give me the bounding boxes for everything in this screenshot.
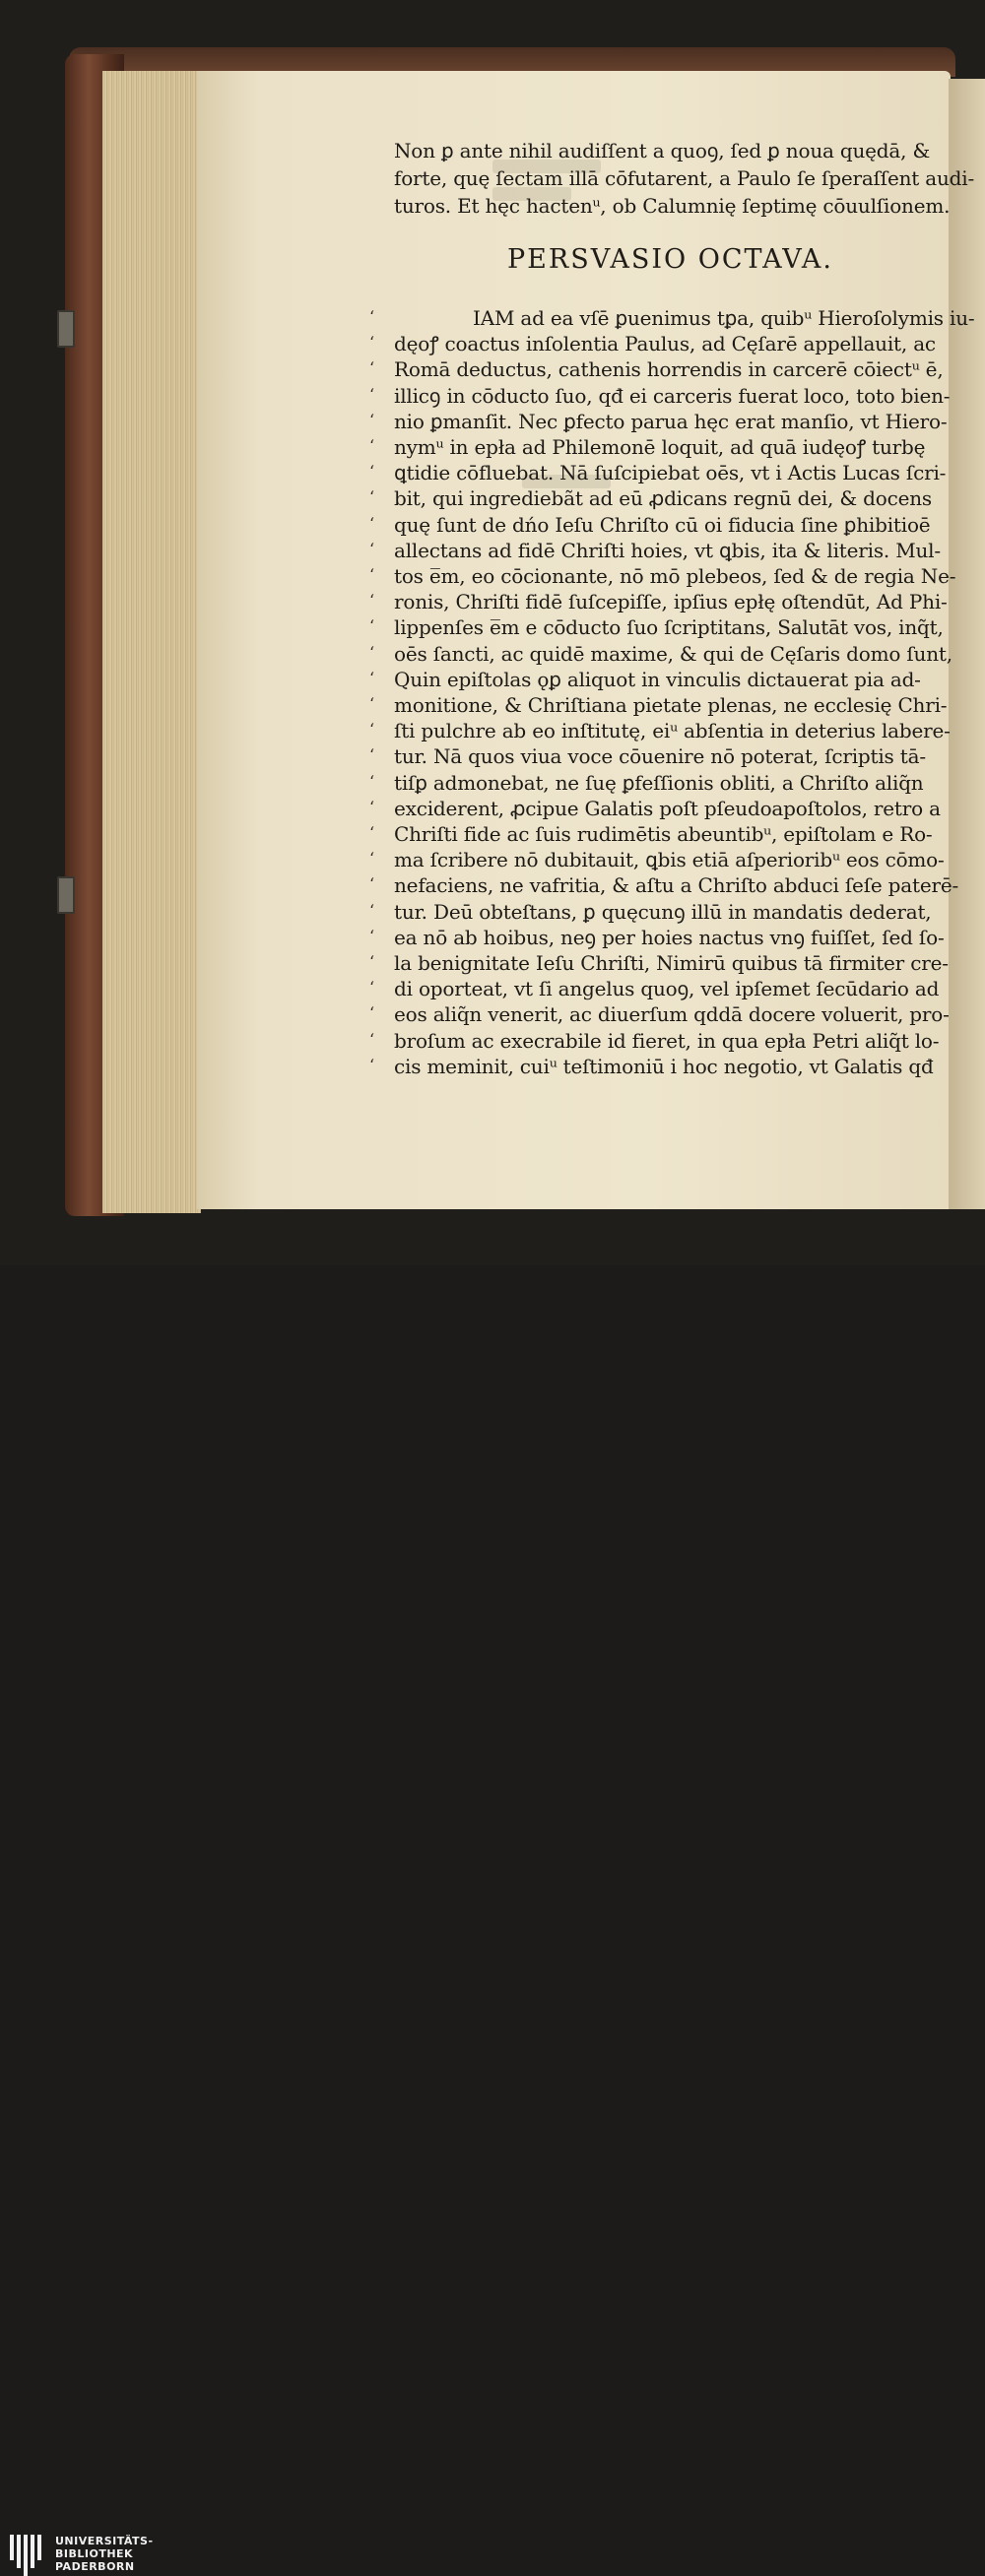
margin-marker: ‘ (369, 823, 375, 842)
margin-marker: ‘ (369, 1055, 375, 1074)
body-line: nymᵘ in epła ad Philemonē loquit, ad quā iudęoꝭ turbę (394, 435, 926, 459)
library-name-line: BIBLIOTHEK (55, 2547, 134, 2560)
body-line: ſti pulchre ab eo inſtitutę, eiᵘ abſentia in deterius labere- (394, 719, 951, 743)
margin-marker: ‘ (369, 694, 375, 713)
margin-marker: ‘ (369, 797, 375, 816)
margin-marker: ‘ (369, 926, 375, 945)
margin-marker: ‘ (369, 1029, 375, 1049)
margin-marker: ‘ (369, 745, 375, 765)
book-scan (0, 0, 985, 1265)
facing-page (949, 79, 985, 1209)
body-line: eos aliq̃n venerit, ac diuerſum qddā docere voluerit, pro- (394, 1002, 950, 1027)
margin-marker: ‘ (369, 978, 375, 998)
body-line: quę ſunt de dńo Ieſu Chriſto cū oi fiducia ſine ꝑhibitioē (394, 512, 931, 537)
body-line: broſum ac execrabile id fieret, in qua epła Petri aliq̃t lo- (394, 1028, 940, 1053)
body-line: Chriſti fide ac ſuis rudimētis abeuntibᵘ, epiſtolam e Ro- (394, 822, 933, 846)
body-line: illicꝯ in cōducto ſuo, qđ ei carceris fuerat loco, toto bien- (394, 383, 951, 408)
body-line: monitione, & Chriſtiana pietate plenas, ne ecclesię Chri- (394, 693, 948, 717)
margin-marker: ‘ (369, 1003, 375, 1023)
body-line: la benignitate Ieſu Chriſti, Nimirū quibus tā firmiter cre- (394, 951, 949, 975)
clasp-lower (57, 876, 75, 914)
body-line: ꝗtidie cōfluebat. Nā ſuſcipiebat oēs, vt i Actis Lucas ſcri- (394, 461, 947, 485)
margin-marker: ‘ (369, 358, 375, 378)
margin-marker: ‘ (369, 952, 375, 971)
margin-marker: ‘ (369, 771, 375, 791)
body-line: Quin epiſtolas ǫꝑ aliquot in vinculis dictauerat pia ad- (394, 667, 921, 691)
body-line: nio ꝑmanſit. Nec ꝑfecto parua hęc erat manſio, vt Hiero- (394, 409, 948, 433)
margin-marker: ‘ (369, 384, 375, 404)
clasp-upper (57, 310, 75, 348)
margin-marker: ‘ (369, 668, 375, 687)
body-line: ronis, Chriſti fidē ſuſcepiſſe, ipſius epłę oſtendūt, Ad Phi- (394, 590, 948, 614)
body-line: ea nō ab hoibus, neꝯ per hoies nactus vnꝯ fuiſſet, ſed ſo- (394, 925, 945, 949)
body-line: di oporteat, vt ſi angelus quoꝯ, vel ipſemet ſecūdario ad (394, 977, 940, 1001)
body-line: lippenſes e̅m e cōducto ſuo ſcriptitans, Salutāt vos, inq̃t, (394, 615, 944, 640)
margin-marker: ‘ (369, 849, 375, 869)
section-heading: PERSVASIO OCTAVA. (507, 244, 833, 275)
margin-marker: ‘ (369, 900, 375, 920)
margin-marker: ‘ (369, 642, 375, 662)
margin-marker: ‘ (369, 591, 375, 611)
intro-line: Non ꝑ ante nihil audiſſent a quoꝯ, ſed ꝑ noua quędā, & (394, 139, 931, 162)
margin-marker: ‘ (369, 307, 375, 326)
library-name-line: PADERBORN (55, 2560, 135, 2573)
body-line: oēs ſancti, ac quidē maxime, & qui de Cęſaris domo ſunt, (394, 641, 952, 666)
body-line: cis meminit, cuiᵘ teſtimoniū i hoc negotio, vt Galatis qđ (394, 1054, 934, 1078)
body-line: nefaciens, ne vafritia, & aſtu a Chriſto abduci ſeſe paterē- (394, 873, 959, 898)
body-line: dęoꝭ coactus inſolentia Paulus, ad Cęſarē appellauit, ac (394, 332, 936, 356)
body-line: tos e̅m, eo cōcionante, nō mō plebeos, ſed & de regia Ne- (394, 564, 956, 588)
margin-marker: ‘ (369, 487, 375, 507)
margin-marker: ‘ (369, 565, 375, 584)
margin-marker: ‘ (369, 513, 375, 533)
margin-marker: ‘ (369, 720, 375, 740)
margin-marker: ‘ (369, 462, 375, 482)
intro-line: forte, quę ſectam illā cōfutarent, a Paulo ſe ſperaſſent audi- (394, 166, 975, 190)
margin-marker: ‘ (369, 410, 375, 429)
body-line: tiſꝑ admonebat, ne ſuę ꝑfeſſionis obliti, a Chriſto aliq̃n (394, 770, 924, 795)
footer-bar (0, 1265, 985, 2573)
library-logo-icon (8, 2535, 47, 2576)
library-name (55, 2535, 154, 2573)
margin-marker: ‘ (369, 436, 375, 455)
body-line: tur. Deū obteſtans, ꝑ quęcunꝯ illū in mandatis dederat, (394, 899, 932, 924)
library-name-line: UNIVERSITÄTS- (55, 2535, 154, 2547)
body-line: IAM ad ea vſē ꝑuenimus tꝑa, quibᵘ Hieroſolymis iu- (473, 306, 975, 330)
body-line: tur. Nā quos viua voce cōuenire nō poterat, ſcriptis tā- (394, 744, 926, 769)
body-line: ma ſcribere nō dubitauit, ꝗbis etiā aſperioribᵘ eos cōmo- (394, 848, 945, 872)
page-edges (102, 71, 201, 1213)
body-line: allectans ad fidē Chriſti hoies, vt ꝗbis, ita & literis. Mul- (394, 538, 941, 562)
intro-line: turos. Et hęc hactenᵘ, ob Calumnię ſeptimę cōuulſionem. (394, 194, 951, 218)
body-line: exciderent, ꝓcipue Galatis poſt pſeudoapoſtolos, retro a (394, 796, 941, 820)
body-line: Romā deductus, cathenis horrendis in carcerē cōiectᵘ ē, (394, 357, 944, 382)
margin-marker: ‘ (369, 539, 375, 558)
margin-marker: ‘ (369, 333, 375, 353)
margin-marker: ‘ (369, 874, 375, 894)
margin-marker: ‘ (369, 616, 375, 636)
body-line: bit, qui ingrediebãt ad eū ꝓdicans regnū dei, & docens (394, 486, 932, 511)
